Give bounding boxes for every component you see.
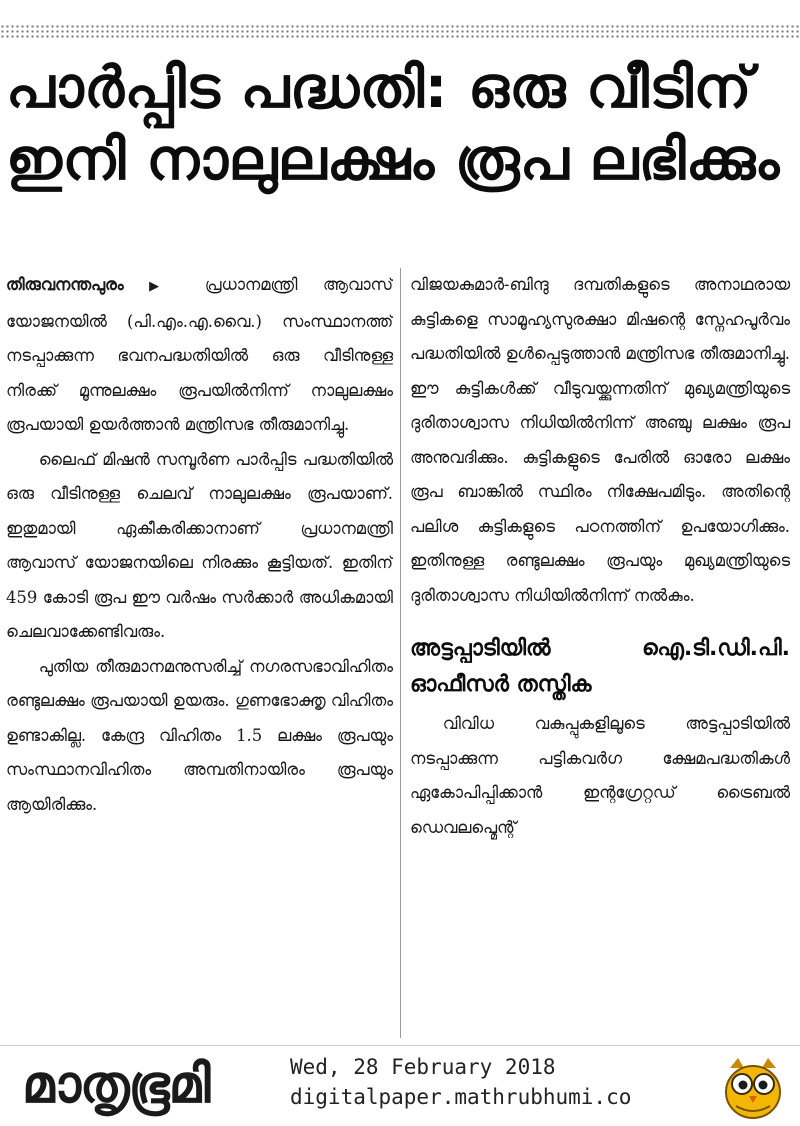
article-headline: പാർപ്പിട പദ്ധതി: ഒരു വീടിന് ഇനി നാലുലക്ഷം രൂപ ലഭിക്കും: [6, 55, 780, 193]
sub-headline: അട്ടപ്പാടിയിൽ ഐ.ടി.ഡി.പി. ഓഫീസർ തസ്തിക: [410, 636, 790, 697]
edition-date: Wed, 28 February 2018: [290, 1055, 556, 1079]
article-column-right: [410, 268, 790, 845]
paragraph-text: പ്രധാനമന്ത്രി ആവാസ് യോജനയിൽ (പി.എം.എ.വൈ.) സംസ്ഥാനത്ത് നടപ്പാക്കുന്ന ഭവനപദ്ധതിയിൽ ഒരു വീടിനുള്ള നിരക്ക് മൂന്നുലക്ഷം രൂപയിൽനിന്ന് നാലുലക്ഷം രൂപയായി ഉയർത്താൻ മന്ത്രിസഭ തീരുമാനിച്ചു.: [6, 275, 393, 434]
article-column-left: [6, 268, 393, 1038]
column-divider: [400, 268, 401, 1038]
footer-info: [290, 1052, 631, 1112]
site-url[interactable]: digitalpaper.mathrubhumi.co: [290, 1085, 632, 1109]
body-paragraph: പുതിയ തീരുമാനമനുസരിച്ച് നഗരസഭാവിഹിതം രണ്ടുലക്ഷം രൂപയായി ഉയരും. ഗുണഭോക്തൃ വിഹിതം ഉണ്ടാകില്ല. കേന്ദ്ര വിഹിതം 1.5 ലക്ഷം രൂപയും സംസ്ഥാനവിഹിതം അമ്പതിനായിരം രൂപയും ആയിരിക്കും.: [6, 656, 393, 814]
body-paragraph: ലൈഫ് മിഷൻ സമ്പൂർണ പാർപ്പിട പദ്ധതിയിൽ ഒരു വീടിനുള്ള ചെലവ് നാലുലക്ഷം രൂപയാണ്. ഇതുമായി ഏകീകരിക്കാനാണ് പ്രധാനമന്ത്രി ആവാസ് യോജനയിലെ നിരക്കും കൂട്ടിയത്. ഇതിന് 459 കോടി രൂപ ഈ വർഷം സർക്കാർ അധികമായി ചെലവാക്കേണ്ടിവരും.: [6, 449, 393, 641]
lead-paragraph: [6, 268, 393, 443]
mathrubhumi-logo: മാതൃഭൂമി: [22, 1055, 210, 1115]
top-dotted-rule: [0, 24, 800, 38]
body-paragraph: വിവിധ വകുപ്പുകളിലൂടെ അട്ടപ്പാടിയിൽ നടപ്പാക്കുന്ന പട്ടികവർഗ ക്ഷേമപദ്ധതികൾ ഏകോപിപ്പിക്കാൻ ഇന്റഗ്രേറ്റഡ് ട്രൈബൽ ഡെവലപ്മെന്റ്: [410, 714, 790, 837]
dateline: തിരുവനന്തപുരം: [6, 275, 124, 294]
footer-bar: [0, 1046, 800, 1126]
body-paragraph: വിജയകുമാർ-ബിന്ദു ദമ്പതികളുടെ അനാഥരായ കുട്ടികളെ സാമൂഹ്യസുരക്ഷാ മിഷന്റെ സ്നേഹപൂർവം പദ്ധതിയിൽ ഉൾപ്പെടുത്താൻ മന്ത്രിസഭ തീരുമാനിച്ചു. ഈ കുട്ടികൾക്ക് വീടുവയ്ക്കുന്നതിന് മുഖ്യമന്ത്രിയുടെ ദുരിതാശ്വാസ നിധിയിൽനിന്ന് അഞ്ചു ലക്ഷം രൂപ അനുവദിക്കും. കുട്ടികളുടെ പേരിൽ ഓരോ ലക്ഷം രൂപ ബാങ്കിൽ സ്ഥിരം നിക്ഷേപമിടും. അതിന്റെ പലിശ കുട്ടികളുടെ പഠനത്തിന് ഉപയോഗിക്കും. ഇതിനുള്ള രണ്ടുലക്ഷം രൂപയും മുഖ്യമന്ത്രിയുടെ ദുരിതാശ്വാസ നിധിയിൽനിന്ന് നൽകും.: [410, 275, 791, 605]
dateline-arrow-icon: ▶: [149, 279, 180, 294]
owl-icon: [722, 1054, 784, 1120]
